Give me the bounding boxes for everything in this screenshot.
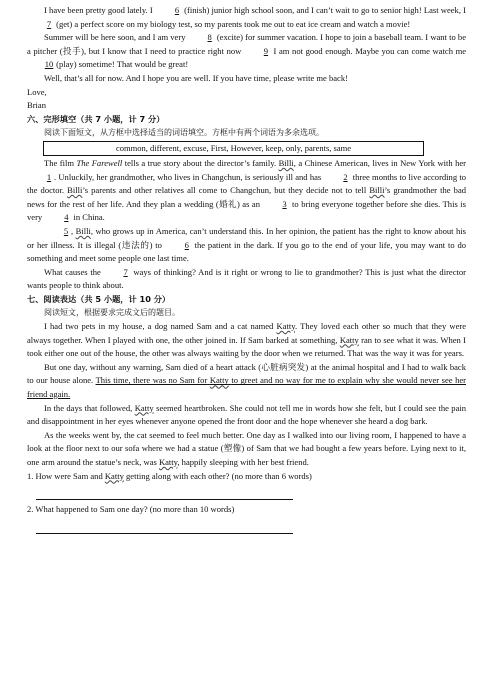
answer-line-1[interactable] [36,483,293,500]
text: (finish) junior high school soon, and I can’t wait to go to senior high! Last week, I [184,5,467,15]
reading-paragraph-3 [27,402,466,429]
letter-paragraph-3: Well, that’s all for now. And I hope you are well. If you have time, please write me back! [44,72,348,83]
text: three months to live according to the doctor. [27,171,466,196]
text: But one day, without any warning, Sam died of a heart attack (心脏病突发) at the animal hospital and I had to walk back to our house alone. [27,361,466,386]
name-katty: Katty [276,321,295,332]
cloze-blank-1[interactable]: 1 [46,171,52,182]
text: What causes the [44,266,101,277]
reading-paragraph-4 [27,429,466,470]
letter-signature: Brian [27,100,46,111]
cloze-blank-3[interactable]: 3 [282,198,287,209]
name-katty: Katty [209,375,229,386]
film-title: The Farewell [76,157,123,168]
text: This time, there was no Sam for [95,375,208,386]
text: ways of thinking? And is it right or wrong to lie to grandmother? This is just what the director wants people to think about. [27,266,467,291]
text: getting along with each other? (no more than 6 words) [126,470,312,481]
word-box: common, different, excuse, First, However, keep, only, parents, same [43,141,424,156]
text: 1. How were Sam and [27,470,103,481]
text: ’s grandmother the bad news for the rest of her life. And they plan a wedding (婚礼) as an [27,185,467,209]
text: , a Chinese American, lives in New York with her [293,157,467,168]
blank-7[interactable]: 7 [46,18,52,29]
cloze-blank-6[interactable]: 6 [184,239,189,250]
text: I am not good enough. Maybe you can come watch me [273,45,467,56]
name-katty: Katty [339,334,359,345]
text: (excite) for summer vacation. I hope to join a baseball team. I want to be a pitcher (投手), but I know that I need to practice right now [27,32,466,56]
letter-closing: Love, [27,86,47,97]
name-billi: Billi [67,185,83,196]
text: tells a true story about the director’s family. [124,157,277,168]
text: , happily sleeping with her best friend. [177,457,309,467]
text: seemed heartbroken. She could not tell me in words how she felt, but I could see the pain and disappointment in her eyes whenever anyone opened the front door and the hope whenever she heard a dog bark. [27,402,467,427]
cloze-paragraph-2 [27,225,466,266]
cloze-blank-7[interactable]: 7 [123,266,128,277]
name-katty: Katty [158,457,178,467]
text: The film [44,157,74,168]
text: to bring everyone together before she dies. This is very [27,198,466,223]
cloze-blank-4[interactable]: 4 [64,212,69,223]
blank-8[interactable]: 8 [207,32,212,43]
name-katty: Katty [104,470,124,481]
name-billi: Billi [369,185,385,196]
name-billi: Billi [278,157,294,168]
cloze-paragraph-1 [27,157,466,225]
text: , [71,225,74,236]
answer-line-2[interactable] [36,517,293,534]
section-6-instruction: 阅读下面短文，从方框中选择适当的词语填空。方框中有两个词语为多余选项。 [44,128,324,138]
section-7-instruction: 阅读短文，根据要求完成文后的题目。 [44,308,180,318]
text: ’s parents and other relatives all come to Changchun, but they decide not to tell [82,185,367,196]
cloze-paragraph-3 [27,266,466,293]
blank-10[interactable]: 10 [44,59,54,70]
text: I have been pretty good lately. I [44,5,153,15]
name-billi: Billi [75,225,91,236]
letter-paragraph-2 [27,31,466,72]
text: to greet and no way for me to explain why she would never see her friend again. [27,375,466,400]
text: . They loved each other so much that they were always together. When I played with one, the other joined in. If Sam barked at something, [27,321,467,345]
text: the patient in the dark. If you go to the end of your life, you may want to do something and meet some people one last time. [27,239,467,264]
text: In the days that followed, [44,402,133,413]
blank-9[interactable]: 9 [263,45,269,56]
underlined-sentence [27,375,466,399]
text: I had two pets in my house, a dog named Sam and a cat named [44,321,274,332]
text: in China. [73,212,105,223]
cloze-blank-5[interactable]: 5 [63,225,69,236]
blank-6[interactable]: 6 [174,5,180,15]
letter-paragraph-1 [27,4,466,31]
text: . Unluckily, her grandmother, who lives in Changchun, is seriously ill and has [54,171,322,182]
text: Summer will be here soon, and I am very [44,32,186,43]
text: ran to see what it was. When I took either one out of the house, the other was always waiting by the door when we returned. That was the way it was for years. [27,334,467,359]
question-1 [27,470,466,484]
text: (get) a perfect score on my biology test, so my parents took me out to eat ice cream and watch a movie! [56,18,411,29]
exam-page [27,4,466,534]
cloze-blank-2[interactable]: 2 [343,171,348,182]
question-2: 2. What happened to Sam one day? (no more than 10 words) [27,504,235,515]
section-6-heading: 六、完形填空（共 7 小题，计 7 分） [27,113,165,124]
reading-paragraph-1 [27,320,466,361]
text: (play) sometime! That would be great! [56,59,189,70]
reading-paragraph-2 [27,361,466,402]
text: As the weeks went by, the cat seemed to feel much better. One day as I walked into our living room, I happened to have a look at the floor next to our sofa where we had a statue (塑像) of Sam that we had bought a few years before. Lying next to it, one arm around the statue’s neck, was [27,429,466,467]
section-7-heading: 七、阅读表达（共 5 小题，计 10 分） [27,293,171,304]
text: , who grows up in America, can’t understand this. In her opinion, the patient has the right to know about his or her illness. It is illegal (违法的) to [27,225,466,250]
name-katty: Katty [134,402,154,413]
